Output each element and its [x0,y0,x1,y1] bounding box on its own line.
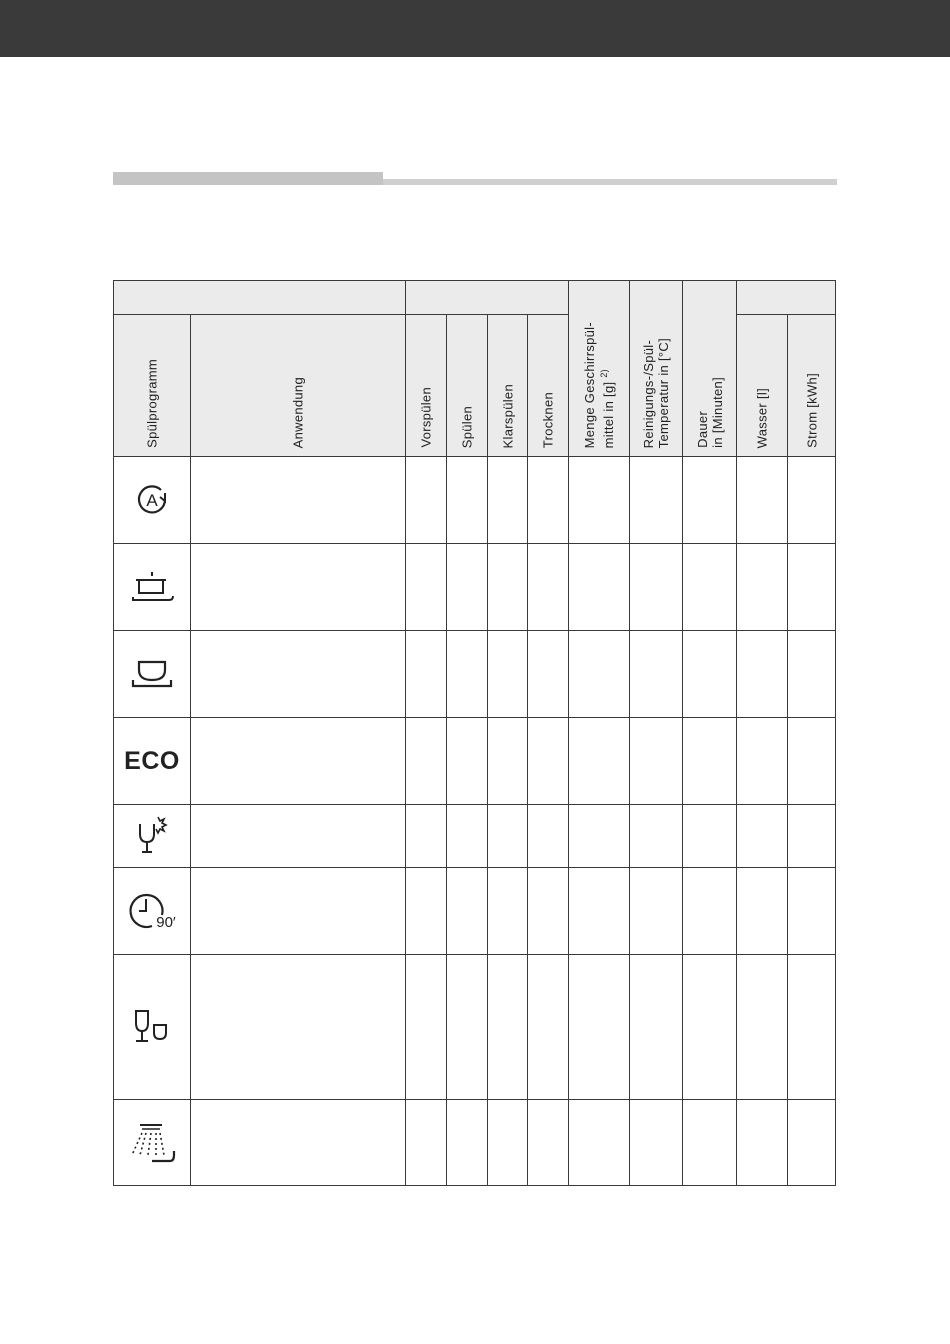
col-header-temperature [630,281,683,457]
rinse-spray-icon [114,1100,191,1186]
group-header-program [114,281,406,315]
table-row [114,868,836,955]
svg-text:A: A [146,491,158,510]
eco-program-icon: ECO [114,718,191,805]
cell-application [191,631,406,718]
table-row [114,1100,836,1186]
auto-program-icon [114,457,191,544]
svg-text:90′: 90′ [156,914,176,931]
col-header-application: Anwendung [191,315,406,457]
table-row [114,631,836,718]
top-bar [0,0,950,57]
col-header-power: Strom [kWh] [788,315,836,457]
cell-application [191,457,406,544]
col-header-water: Wasser [l] [737,315,788,457]
cell-application [191,544,406,631]
col-header-detergent [569,281,630,457]
col-header-duration [683,281,737,457]
group-header-row [114,281,836,315]
glass-sparkle-icon [114,805,191,868]
col-header-prewash: Vorspülen [406,315,447,457]
bowl-normal-icon [114,631,191,718]
table-row [114,718,836,805]
cell-application [191,1100,406,1186]
cell-application [191,805,406,868]
col-detergent-footnote: 2) [598,368,609,378]
cell-application [191,955,406,1100]
col-header-wash: Spülen [447,315,488,457]
program-table [113,280,836,1186]
col-temperature-label: Reinigungs-/Spül- Temperatur in [°C] [641,337,671,448]
table-row [114,544,836,631]
cell-application [191,718,406,805]
col-duration-label: Dauer in [Minuten] [694,377,725,448]
col-header-rinse: Klarspülen [488,315,528,457]
glasses-delicate-icon [114,955,191,1100]
group-header-phases [406,281,569,315]
col-detergent-label: Menge Geschirrspül- mittel in [g] [581,321,617,448]
table-row [114,457,836,544]
col-header-program: Spülprogramm [114,315,191,457]
col-header-dry: Trocknen [528,315,569,457]
table-row [114,955,836,1100]
table-row [114,805,836,868]
pot-intensive-icon [114,544,191,631]
clock-90-icon [114,868,191,955]
cell-application [191,868,406,955]
section-rule-accent [113,172,383,185]
group-header-consumption [737,281,836,315]
